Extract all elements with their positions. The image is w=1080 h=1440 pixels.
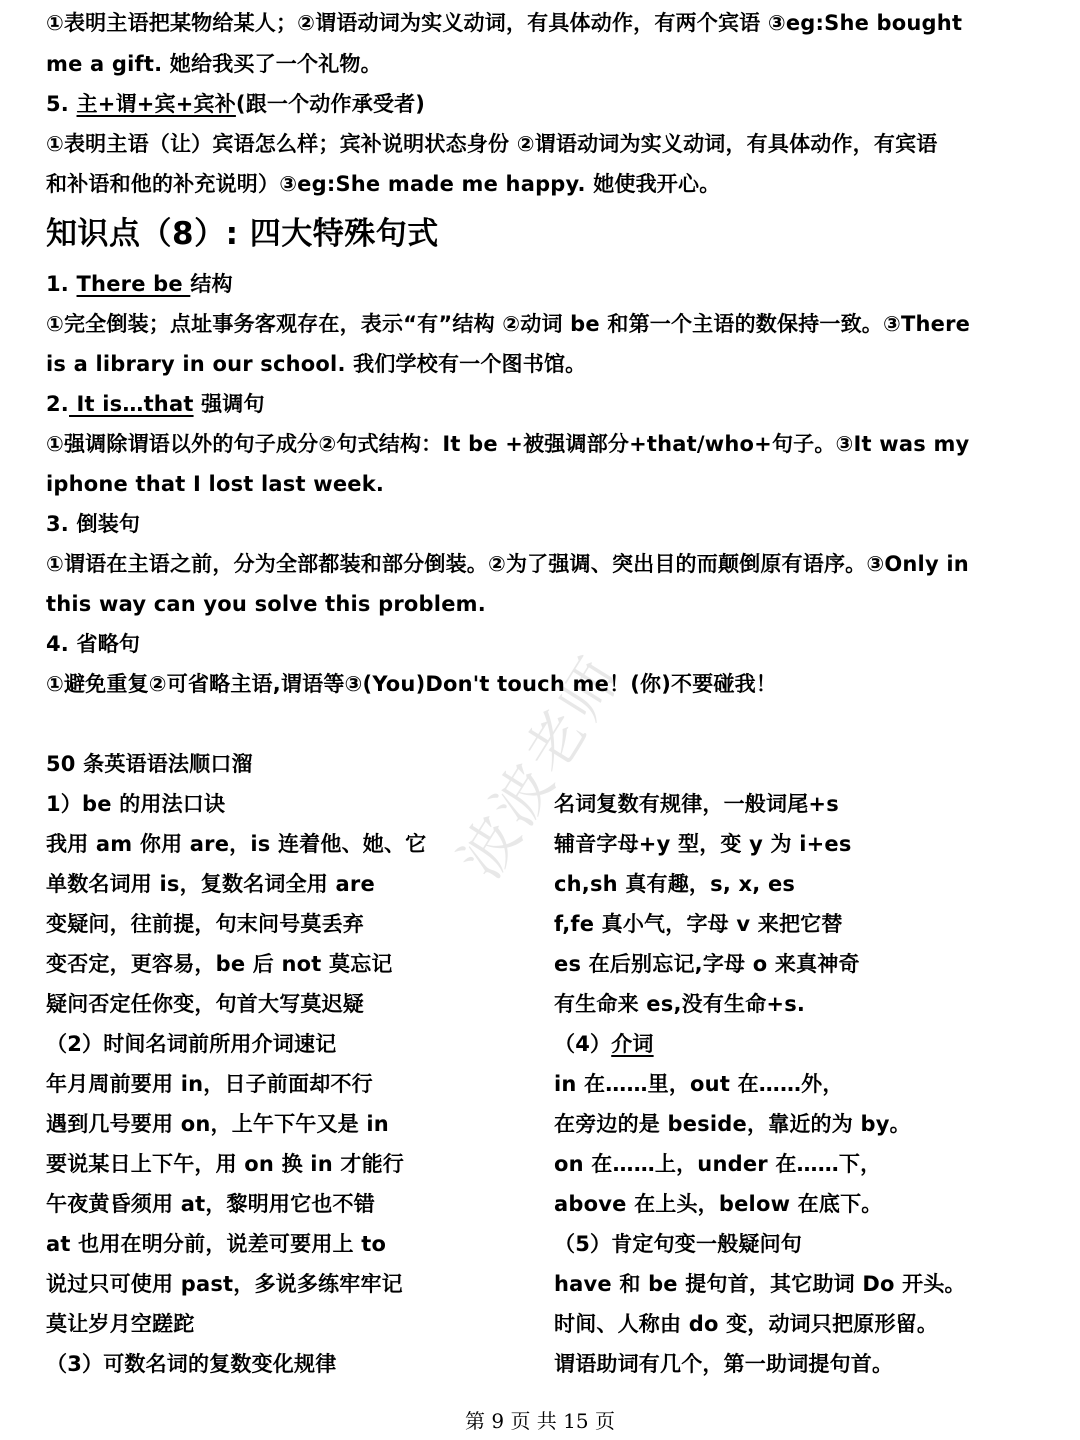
rhyme-line: 疑问否定任你变，句首大写莫迟疑 xyxy=(46,992,364,1016)
rhyme-line: 有生命来 es,没有生命+s. xyxy=(554,992,806,1016)
rhyme-line: 说过只可使用 past，多说多练牢牢记 xyxy=(46,1272,403,1296)
page-footer: 第 9 页 共 15 页 xyxy=(465,1409,615,1433)
section-title-underlined: 主+谓+宾+宾补 xyxy=(76,92,236,116)
text-line: iphone that I lost last week. xyxy=(46,472,385,496)
section-number: 2. xyxy=(46,392,69,416)
rhyme-line: 我用 am 你用 are，is 连着他、她、它 xyxy=(46,832,427,856)
rhyme-line: 年月周前要用 in，日子前面却不行 xyxy=(46,1072,373,1096)
rhyme-line: （5）肯定句变一般疑问句 xyxy=(554,1232,803,1256)
rhyme-line: 1）be 的用法口诀 xyxy=(46,792,226,816)
rhyme-line: ch,sh 真有趣，s, x, es xyxy=(554,872,796,896)
rhyme-number: （4） xyxy=(554,1032,612,1056)
rhyme-line: 莫让岁月空蹉跎 xyxy=(46,1312,195,1336)
rhyme-line: 变否定，更容易，be 后 not 莫忘记 xyxy=(46,952,393,976)
rhyme-line: 午夜黄昏须用 at，黎明用它也不错 xyxy=(46,1192,375,1216)
rhyme-line: 要说某日上下午，用 on 换 in 才能行 xyxy=(46,1152,404,1176)
rhyme-line: in 在……里，out 在……外， xyxy=(554,1072,844,1096)
rhyme-line: 名词复数有规律，一般词尾+s xyxy=(554,792,839,816)
section-note: (跟一个动作承受者) xyxy=(235,92,426,116)
rhyme-line: above 在上头，below 在底下。 xyxy=(554,1192,883,1216)
section-title xyxy=(46,389,265,419)
rhyme-line: on 在……上，under 在……下， xyxy=(554,1152,882,1176)
rhyme-line: （2）时间名词前所用介词速记 xyxy=(46,1032,337,1056)
section-title-rest: 强调句 xyxy=(193,392,265,416)
text-line: is a library in our school. 我们学校有一个图书馆。 xyxy=(46,352,587,376)
rhyme-line: es 在后别忘记,字母 o 来真神奇 xyxy=(554,952,860,976)
text-line: ①避免重复②可省略主语,谓语等③(You)Don't touch me！(你)不要碰我！ xyxy=(46,672,778,696)
rhyme-line: f,fe 真小气，字母 v 来把它替 xyxy=(554,912,843,936)
section-title-underlined: It is…that xyxy=(69,392,194,416)
watermark: 波波老师 xyxy=(445,643,636,890)
rhyme-line: at 也用在明分前，说差可要用上 to xyxy=(46,1232,387,1256)
rhyme-line: （3）可数名词的复数变化规律 xyxy=(46,1352,337,1376)
text-line: ①表明主语把某物给某人；②谓语动词为实义动词，有具体动作，有两个宾语 ③eg:She bought xyxy=(46,11,963,35)
section-title xyxy=(46,269,233,299)
section-title: 4. 省略句 xyxy=(46,632,141,656)
knowledge-heading: 知识点（8）: 四大特殊句式 xyxy=(46,216,439,252)
rhyme-line: have 和 be 提句首，其它助词 Do 开头。 xyxy=(554,1272,966,1296)
text-line: ①强调除谓语以外的句子成分②句式结构：It be +被强调部分+that/who+句子。③It was my xyxy=(46,432,970,456)
section-title-underlined: There be xyxy=(76,272,191,296)
rhyme-line: 单数名词用 is，复数名词全用 are xyxy=(46,872,375,896)
text-line: 和补语和他的补充说明）③eg:She made me happy. 她使我开心。 xyxy=(46,172,721,196)
section-title: 3. 倒装句 xyxy=(46,512,141,536)
section-title-rest: 结构 xyxy=(190,272,233,296)
rhyme-line: 遇到几号要用 on，上午下午又是 in xyxy=(46,1112,389,1136)
rhyme-line: 时间、人称由 do 变，动词只把原形留。 xyxy=(554,1312,939,1336)
rhyme-line: 谓语助词有几个，第一助词提句首。 xyxy=(554,1352,894,1376)
rhyme-line xyxy=(554,1029,654,1059)
text-line: this way can you solve this problem. xyxy=(46,592,486,616)
rhymes-title: 50 条英语语法顺口溜 xyxy=(46,752,253,776)
text-line: ①谓语在主语之前，分为全部都装和部分倒装。②为了强调、突出目的而颠倒原有语序。③Only in xyxy=(46,552,969,576)
rhyme-line: 辅音字母+y 型，变 y 为 i+es xyxy=(554,832,852,856)
section-number: 5. xyxy=(46,92,77,116)
rhyme-line: 变疑问，往前提，句末问号莫丢弃 xyxy=(46,912,364,936)
text-line: me a gift. 她给我买了一个礼物。 xyxy=(46,52,382,76)
rhyme-title-underlined: 介词 xyxy=(611,1032,654,1056)
text-line: ①完全倒装；点址事务客观存在，表示“有”结构 ②动词 be 和第一个主语的数保持一致。③There xyxy=(46,312,971,336)
section-number: 1. xyxy=(46,272,77,296)
text-line: ①表明主语（让）宾语怎么样；宾补说明状态身份 ②谓语动词为实义动词，有具体动作，有宾语 xyxy=(46,132,938,156)
rhyme-line: 在旁边的是 beside，靠近的为 by。 xyxy=(554,1112,911,1136)
section-title xyxy=(46,89,425,119)
